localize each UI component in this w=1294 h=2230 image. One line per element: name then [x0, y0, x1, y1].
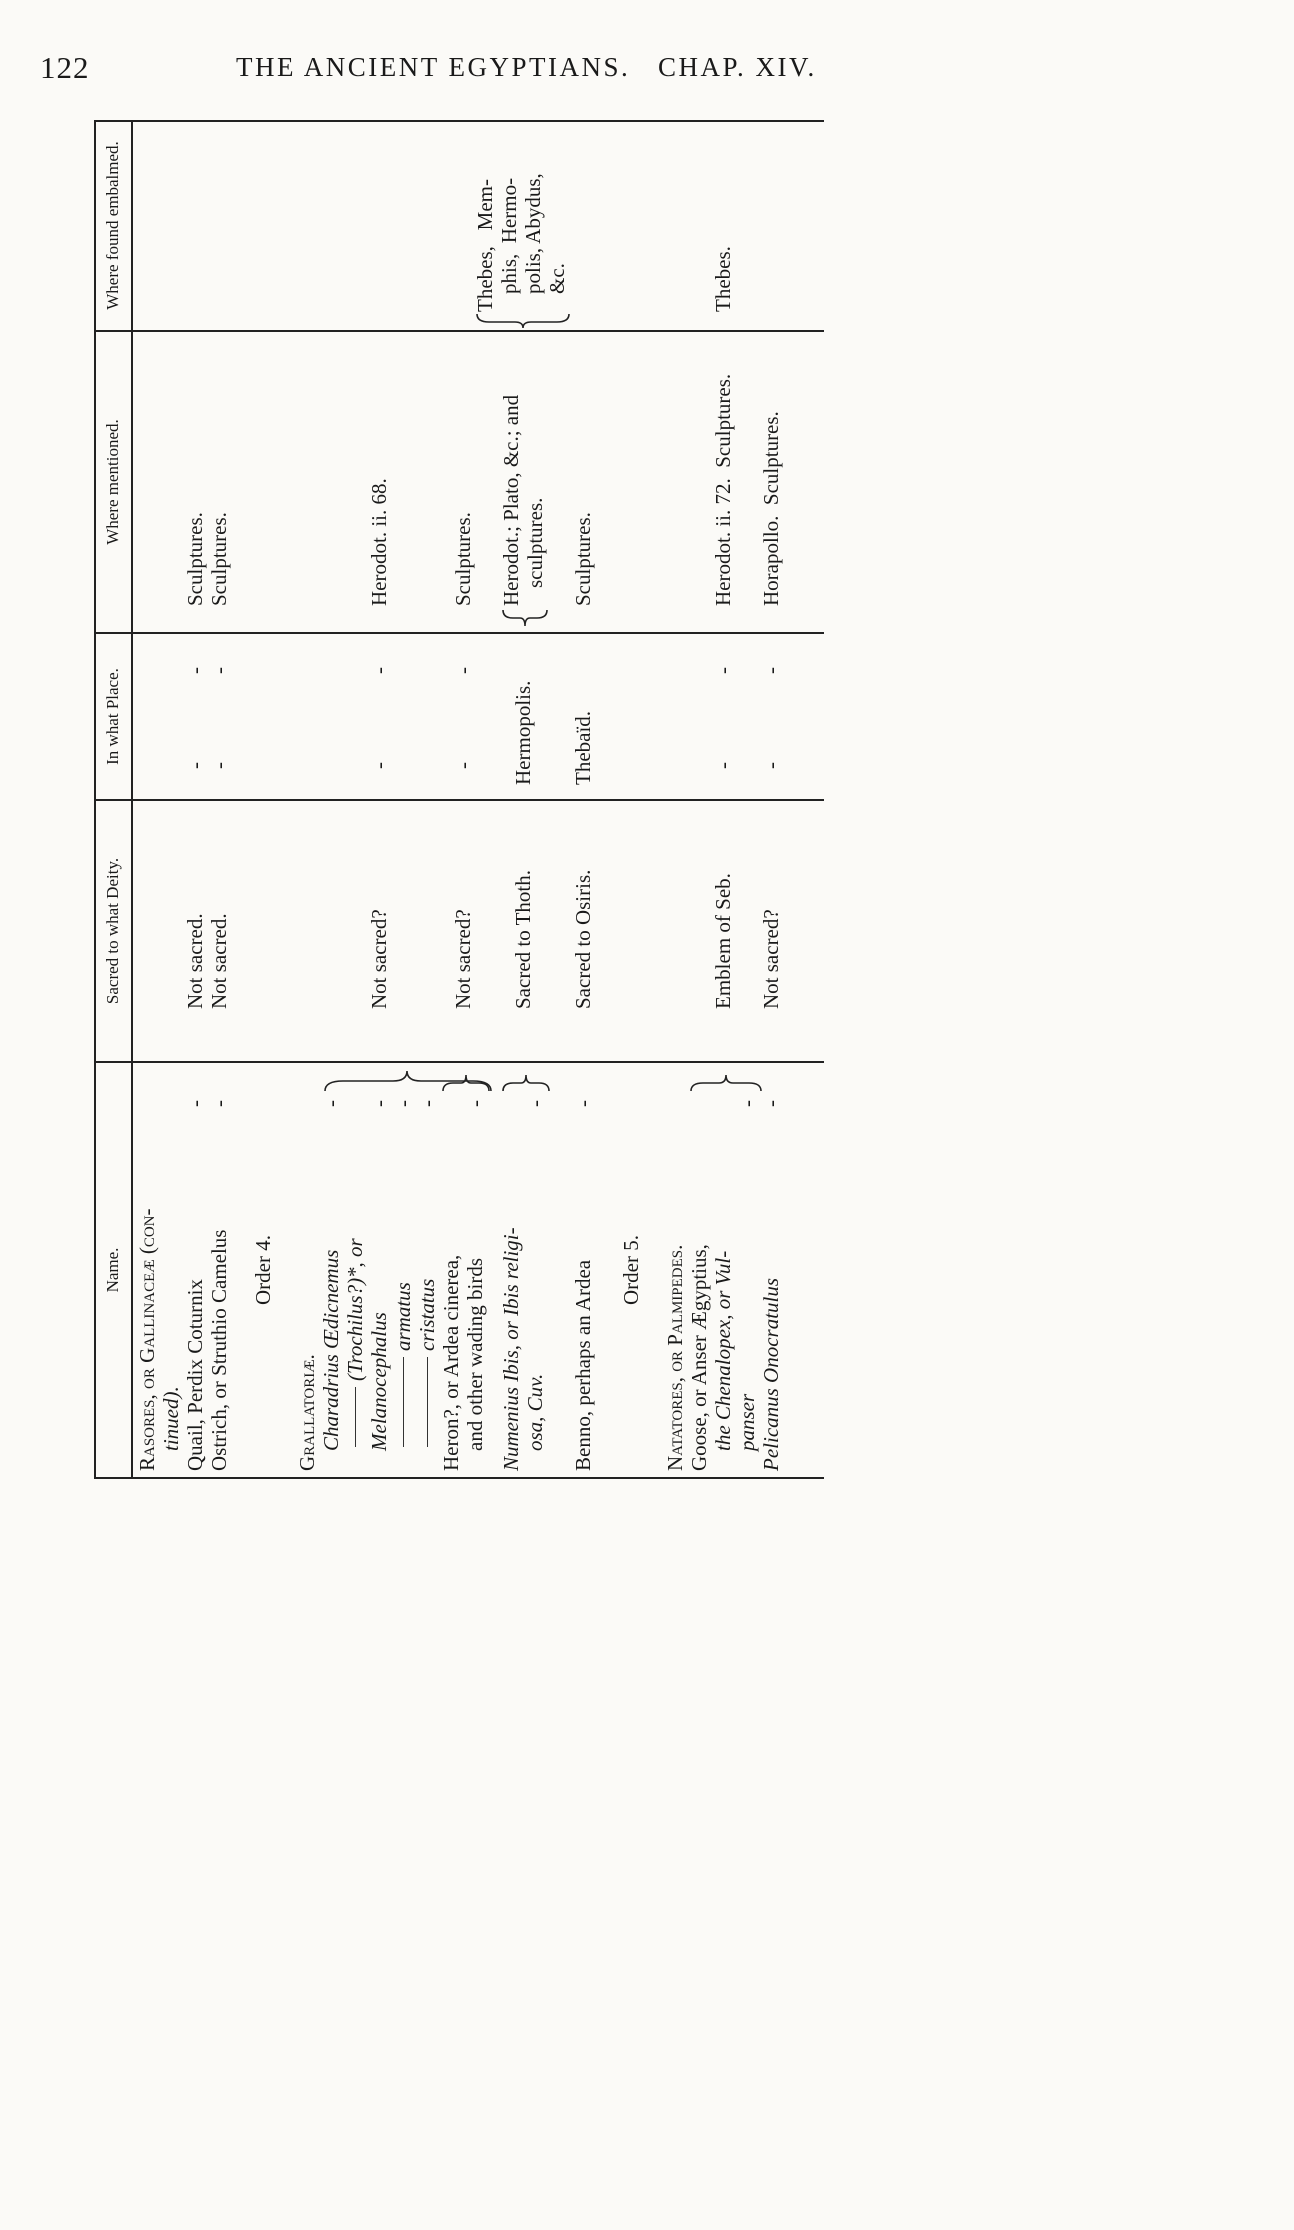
mentioned-header: Where mentioned. [94, 332, 133, 632]
name-column [94, 1063, 824, 1477]
embalmed-ibis-2: phis, Hermo- [497, 177, 521, 294]
goose-dash: - [735, 1100, 759, 1107]
armatus-dash: - [391, 1100, 415, 1107]
order5-label: Order 5. [619, 1235, 643, 1305]
melanocephalus-dash: - [367, 1100, 391, 1107]
deity-quail: Not sacred. [183, 913, 207, 1009]
armatus-rule [403, 1357, 404, 1447]
armatus-name: armatus [391, 1282, 415, 1351]
page-number: 122 [40, 50, 90, 85]
place-ibis: Hermopolis. [511, 680, 535, 785]
mentioned-ibis-brace [501, 608, 549, 628]
mentioned-pelicanus: Horapollo. Sculptures. [759, 411, 783, 606]
embalmed-ibis-1: Thebes, Mem- [473, 179, 497, 312]
heron-name: Heron?, or Ardea cinerea, [439, 1254, 463, 1471]
melanocephalus-name: Melanocephalus [367, 1312, 391, 1451]
charadrius-dash: - [319, 1100, 343, 1107]
deity-heron: Not sacred? [451, 909, 475, 1009]
place-goose-b: - [711, 667, 735, 674]
page-header [0, 50, 911, 94]
numenius-dash: - [523, 1100, 547, 1107]
goose-name-2: the Chenalopex, or Vul- [711, 1250, 735, 1451]
goose-name: Goose, or Anser Ægyptius, [687, 1244, 711, 1471]
charadrius-name: Charadrius Œdicnemus [319, 1249, 343, 1451]
deity-goose: Emblem of Seb. [711, 873, 735, 1009]
cristatus-rule [427, 1357, 428, 1447]
embalmed-ibis-4: &c. [545, 263, 569, 294]
embalmed-ibis-brace [475, 312, 571, 330]
mentioned-quail: Sculptures. [183, 512, 207, 606]
deity-ibis: Sacred to Thoth. [511, 869, 535, 1009]
benno-name: Benno, perhaps an Ardea [571, 1259, 595, 1471]
name-header: Name. [94, 1063, 133, 1477]
place-benno: Thebaïd. [571, 710, 595, 785]
embalmed-column [94, 121, 824, 330]
heron-brace [441, 1063, 491, 1093]
heron-dash: - [463, 1100, 487, 1107]
place-goose-a: - [711, 762, 735, 769]
place-heron-b: - [451, 667, 475, 674]
mentioned-heron: Sculptures. [451, 512, 475, 606]
deity-pelicanus: Not sacred? [759, 909, 783, 1009]
grallatoriae-label: Grallatoriæ. [295, 1354, 319, 1471]
col-rule-3 [94, 632, 824, 634]
trochilus-name: (Trochilus?)*, or [343, 1238, 367, 1381]
embalmed-goose: Thebes. [711, 246, 735, 312]
ostrich-name: Ostrich, or Struthio Camelus [207, 1229, 231, 1471]
quail-dash: - [183, 1100, 207, 1107]
place-charadrius-a: - [367, 762, 391, 769]
embalmed-header: Where found embalmed. [94, 121, 133, 330]
deity-column [94, 801, 824, 1061]
mentioned-ibis-1: Herodot.; Plato, &c.; and [499, 394, 523, 606]
deity-charadrius: Not sacred? [367, 909, 391, 1009]
table-bottom-rule [94, 1477, 824, 1479]
rasores-row: Rasores, or Gallinaceæ (con- [135, 1208, 159, 1471]
mentioned-ibis-2: sculptures. [523, 497, 547, 588]
pelicanus-dash: - [759, 1100, 783, 1107]
pelicanus-name: Pelicanus Onocratulus [759, 1277, 783, 1471]
embalmed-ibis-3: polis, Abydus, [521, 173, 545, 294]
col-rule-4 [94, 330, 824, 332]
place-column [94, 634, 824, 799]
place-quail-a: - [183, 762, 207, 769]
numenius-brace [501, 1063, 551, 1093]
place-header: In what Place. [94, 634, 133, 799]
col-rule-2 [94, 799, 824, 801]
cristatus-dash: - [415, 1100, 439, 1107]
numenius-name: Numenius Ibis, or Ibis religi- [499, 1227, 523, 1471]
place-ostrich-b: - [207, 667, 231, 674]
mentioned-column [94, 332, 824, 632]
col-rule-1 [94, 1061, 824, 1063]
deity-benno: Sacred to Osiris. [571, 869, 595, 1009]
quail-label: Quail, Perdix Coturnix [183, 1279, 207, 1471]
place-heron-a: - [451, 762, 475, 769]
deity-header: Sacred to what Deity. [94, 801, 133, 1061]
natatores-label: Natatores, or Palmipedes. [663, 1244, 687, 1471]
heron-cont: and other wading birds [463, 1257, 487, 1451]
order4-label: Order 4. [251, 1235, 275, 1305]
rasores-cont: tinued). [159, 1386, 183, 1451]
mentioned-benno: Sculptures. [571, 512, 595, 606]
mentioned-charadrius: Herodot. ii. 68. [367, 478, 391, 606]
place-pelicanus-b: - [759, 667, 783, 674]
goose-brace [689, 1063, 763, 1093]
place-charadrius-b: - [367, 667, 391, 674]
cristatus-name: cristatus [415, 1278, 439, 1351]
bird-table [94, 121, 824, 1477]
goose-name-3: panser [735, 1393, 759, 1451]
benno-dash: - [571, 1100, 595, 1107]
deity-ostrich: Not sacred. [207, 913, 231, 1009]
numenius-cont: osa, Cuv. [523, 1373, 547, 1451]
mentioned-ostrich: Sculptures. [207, 512, 231, 606]
place-quail-b: - [183, 667, 207, 674]
mentioned-goose: Herodot. ii. 72. Sculptures. [711, 373, 735, 606]
place-ostrich-a: - [207, 762, 231, 769]
place-pelicanus-a: - [759, 762, 783, 769]
running-head: THE ANCIENT EGYPTIANS. CHAP. XIV. [236, 52, 817, 82]
ostrich-dash: - [207, 1100, 231, 1107]
trochilus-rule [355, 1387, 356, 1447]
quail-name [183, 1279, 207, 1471]
